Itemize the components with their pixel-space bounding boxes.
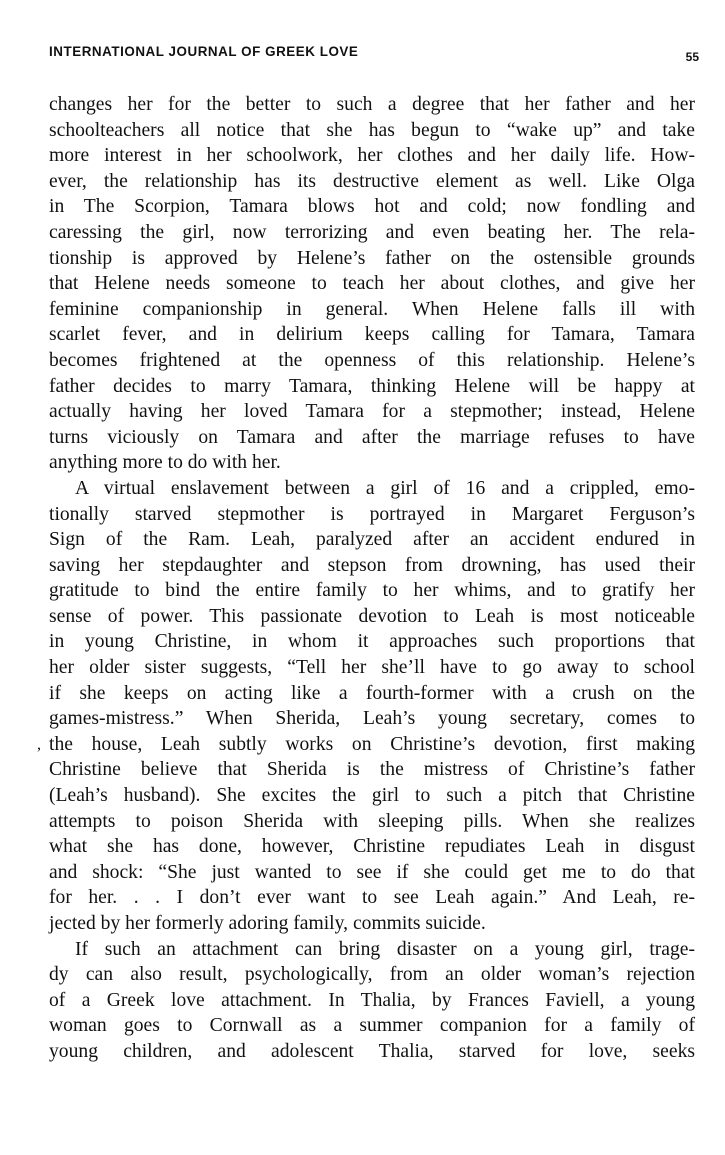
text-line: dy can also result, psychologically, from an older woman’s rejection: [49, 964, 695, 986]
text-line: young children, and adolescent Thalia, starved for love, seeks: [49, 1040, 695, 1062]
text-line: jected by her formerly adoring family, commits suicide.: [49, 913, 486, 934]
paragraph-1: [49, 92, 695, 476]
text-line: Sign of the Ram. Leah, paralyzed after an accident endured in: [49, 529, 695, 551]
text-line: turns viciously on Tamara and after the marriage refuses to have: [49, 426, 695, 448]
paragraph-3: [49, 937, 695, 1065]
text-line: A virtual enslavement between a girl of 16 and a crippled, emo-: [75, 477, 695, 499]
text-line: becomes frightened at the openness of this relationship. Helene’s: [49, 349, 695, 371]
paragraph-2: [49, 476, 695, 937]
text-line: in young Christine, in whom it approaches such proportions that: [49, 631, 695, 653]
text-line: ever, the relationship has its destructive element as well. Like Olga: [49, 170, 695, 192]
text-line: attempts to poison Sherida with sleeping pills. When she realizes: [49, 810, 695, 832]
text-line: tionally starved stepmother is portrayed in Margaret Ferguson’s: [49, 503, 695, 525]
text-line: that Helene needs someone to teach her about clothes, and give her: [49, 273, 695, 295]
text-line: her older sister suggests, “Tell her she’ll have to go away to school: [49, 657, 695, 679]
text-line: what she has done, however, Christine repudiates Leah in disgust: [49, 836, 695, 858]
text-line: Christine believe that Sherida is the mistress of Christine’s father: [49, 759, 695, 781]
text-line: If such an attachment can bring disaster on a young girl, trage-: [75, 938, 695, 960]
text-line: anything more to do with her.: [49, 452, 281, 474]
text-line: tionship is approved by Helene’s father on the ostensible grounds: [49, 247, 695, 269]
text-line: caressing the girl, now terrorizing and even beating her. The rela-: [49, 221, 695, 243]
text-line: of a Greek love attachment. In Thalia, by Frances Faviell, a young: [49, 989, 695, 1011]
page-number: 55: [685, 50, 699, 64]
running-head: [49, 44, 699, 66]
text-line: feminine companionship in general. When Helene falls ill with: [49, 298, 695, 320]
text-line: changes her for the better to such a degree that her father and her: [49, 94, 695, 115]
text-line: scarlet fever, and in delirium keeps calling for Tamara, Tamara: [49, 324, 695, 346]
text-line: (Leah’s husband). She excites the girl to such a pitch that Christine: [49, 785, 695, 807]
text-line: saving her stepdaughter and stepson from drowning, has used their: [49, 554, 695, 576]
text-line: woman goes to Cornwall as a summer companion for a family of: [49, 1015, 695, 1037]
text-line: schoolteachers all notice that she has begun to “wake up” and take: [49, 119, 695, 141]
text-line: and shock: “She just wanted to see if she could get me to do that: [49, 861, 695, 883]
text-line: actually having her loved Tamara for a stepmother; instead, Helene: [49, 401, 695, 423]
text-line: gratitude to bind the entire family to her whims, and to gratify her: [49, 580, 695, 602]
text-line: if she keeps on acting like a fourth-former with a crush on the: [49, 682, 695, 704]
text-line: sense of power. This passionate devotion to Leah is most noticeable: [49, 605, 695, 627]
text-line: games-mistress.” When Sherida, Leah’s young secretary, comes to: [49, 708, 695, 730]
text-line: for her. . . I don’t ever want to see Leah again.” And Leah, re-: [49, 887, 695, 909]
stray-mark: ,: [37, 736, 41, 753]
text-line: the house, Leah subtly works on Christine’s devotion, first making: [49, 733, 695, 755]
text-line: more interest in her schoolwork, her clothes and her daily life. How-: [49, 145, 695, 167]
text-line: father decides to marry Tamara, thinking Helene will be happy at: [49, 375, 695, 397]
journal-title: INTERNATIONAL JOURNAL OF GREEK LOVE: [49, 44, 359, 59]
text-line: in The Scorpion, Tamara blows hot and cold; now fondling and: [49, 196, 695, 218]
body-text: [49, 92, 695, 1065]
